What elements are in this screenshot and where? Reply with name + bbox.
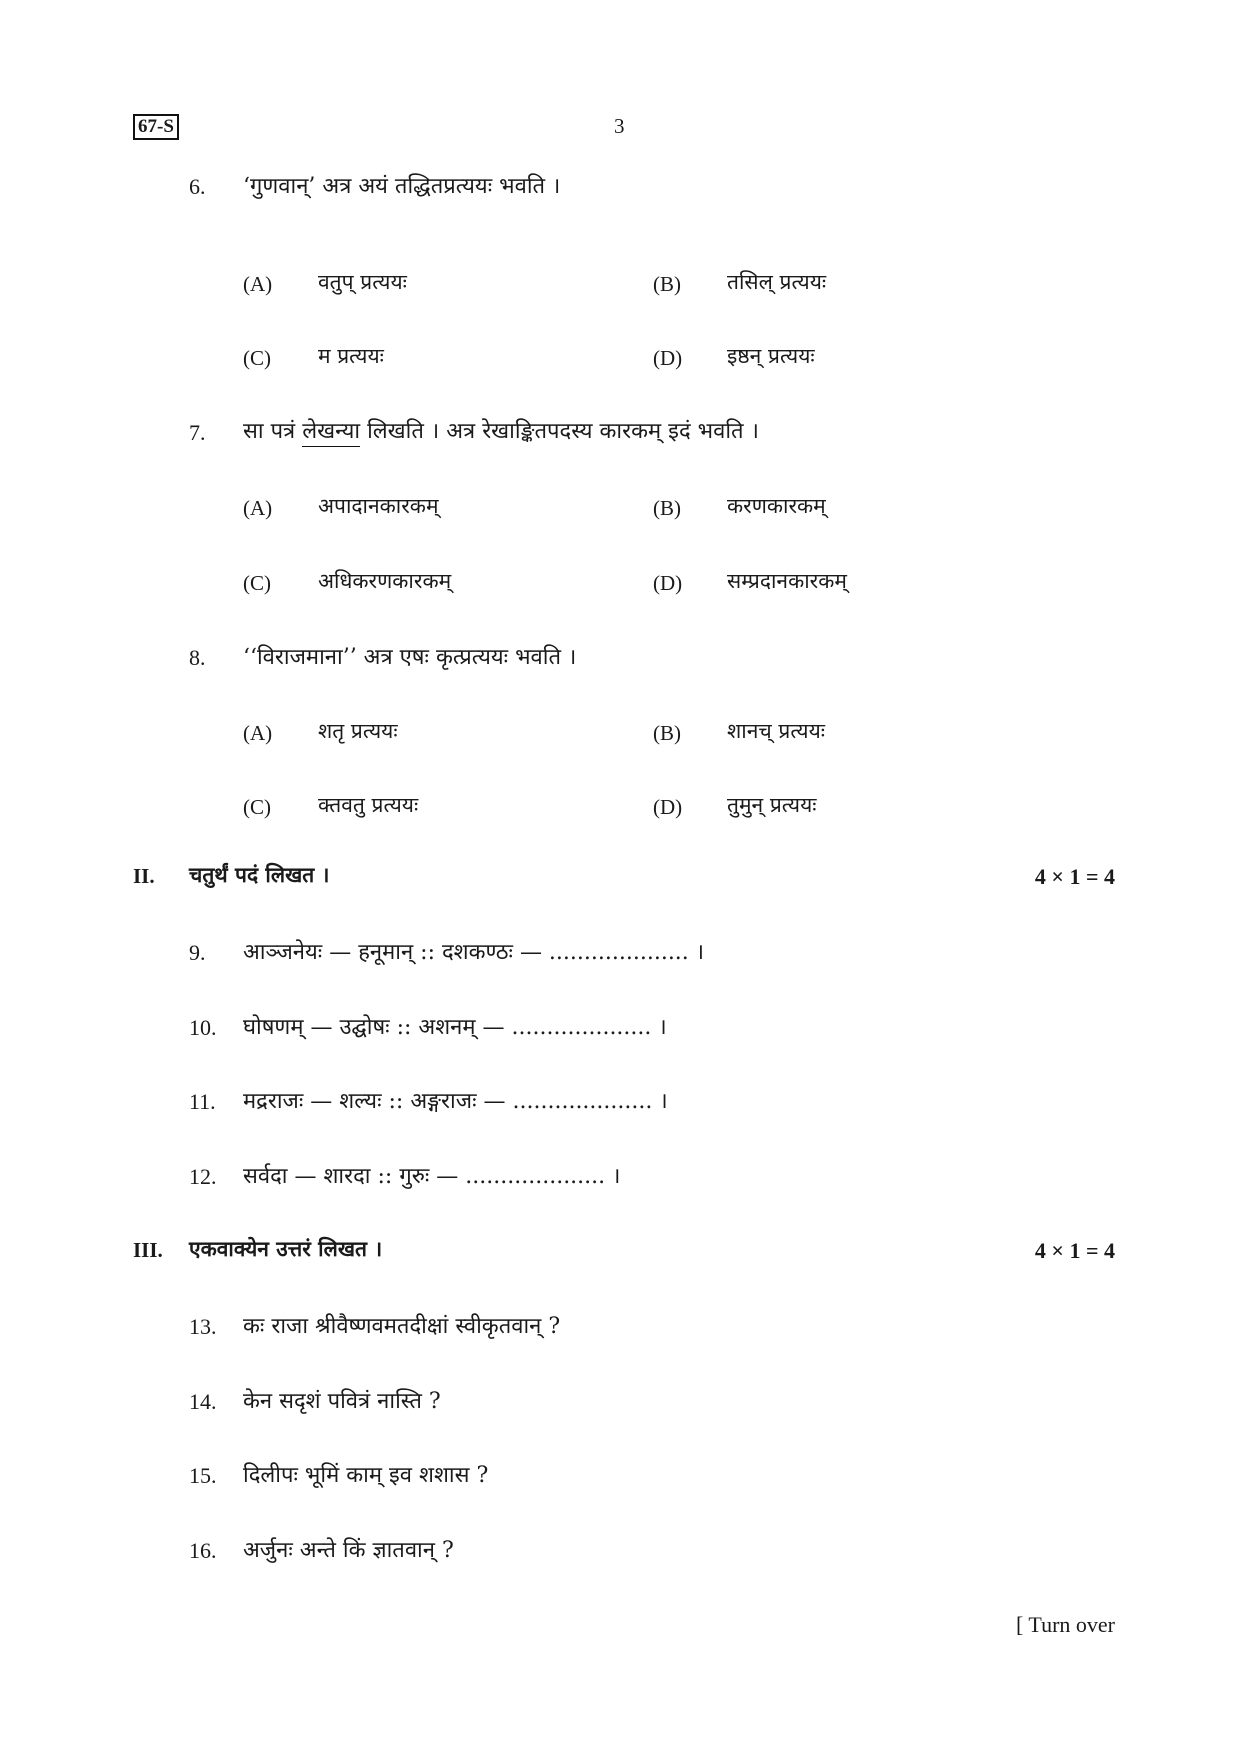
question-13-text: कः राजा श्रीवैष्णवमतदीक्षां स्वीकृतवान् ? [243, 1314, 561, 1339]
question-8-number: 8. [189, 645, 206, 670]
question-11-number: 11. [189, 1089, 216, 1114]
question-10-text: घोषणम् — उद्घोषः :: अशनम् — .................... । [243, 1015, 667, 1040]
question-10-number: 10. [189, 1015, 217, 1040]
question-8-text: ‘‘विराजमाना’’ अत्र एषः कृत्प्रत्ययः भवति । [243, 645, 577, 670]
q6-option-c-label: (C) [243, 346, 271, 370]
question-9-number: 9. [189, 940, 206, 965]
question-7-text [243, 415, 759, 445]
q7-option-b-text: करणकारकम् [727, 494, 826, 518]
q7-option-d-label: (D) [653, 571, 683, 595]
turn-over-note: [ Turn over [1015, 1612, 1115, 1637]
question-14-number: 14. [189, 1389, 217, 1414]
section-2-number: II. [133, 864, 155, 888]
question-6-number: 6. [189, 174, 206, 199]
question-13-number: 13. [189, 1314, 217, 1339]
question-7-number: 7. [189, 420, 206, 445]
question-15-number: 15. [189, 1463, 217, 1488]
q8-option-b-label: (B) [653, 721, 681, 745]
q8-option-a-text: शतृ प्रत्ययः [318, 719, 398, 743]
q6-option-a-label: (A) [243, 272, 273, 296]
section-3-number: III. [133, 1238, 163, 1262]
section-2-title: चतुर्थं पदं लिखत । [189, 862, 330, 887]
paper-code: 67-S [133, 114, 179, 140]
question-11-text: मद्रराजः — शल्यः :: अङ्गराजः — .................... । [243, 1089, 668, 1114]
section-3-title: एकवाक्येन उत्तरं लिखत । [189, 1236, 383, 1261]
question-15-text: दिलीपः भूमिं काम् इव शशास ? [243, 1463, 489, 1488]
q7-option-a-text: अपादानकारकम् [318, 494, 439, 518]
q8-option-c-label: (C) [243, 795, 271, 819]
q8-option-d-text: तुमुन् प्रत्ययः [727, 793, 817, 817]
question-6-text: ‘गुणवान्’ अत्र अयं तद्धितप्रत्ययः भवति । [243, 174, 561, 199]
q6-option-b-text: तसिल् प्रत्ययः [727, 270, 827, 294]
q8-option-b-text: शानच् प्रत्ययः [727, 719, 826, 743]
question-16-number: 16. [189, 1538, 217, 1563]
q8-option-c-text: क्तवतु प्रत्ययः [318, 793, 419, 817]
q6-option-c-text: म प्रत्ययः [318, 344, 384, 368]
question-7-text-after: लिखति । अत्र रेखाङ्कितपदस्य कारकम् इदं भवति । [360, 419, 759, 444]
question-9-text: आञ्जनेयः — हनूमान् :: दशकण्ठः — .................... । [243, 940, 705, 965]
question-16-text: अर्जुनः अन्ते किं ज्ञातवान् ? [243, 1538, 454, 1563]
q7-option-c-text: अधिकरणकारकम् [318, 569, 452, 593]
q7-option-c-label: (C) [243, 571, 271, 595]
page-number: 3 [614, 114, 625, 138]
q8-option-d-label: (D) [653, 795, 683, 819]
q8-option-a-label: (A) [243, 721, 273, 745]
question-7-text-before: सा पत्रं [243, 419, 303, 444]
q7-option-a-label: (A) [243, 496, 273, 520]
q6-option-d-text: इष्ठन् प्रत्ययः [727, 344, 815, 368]
q6-option-d-label: (D) [653, 346, 683, 370]
question-12-text: सर्वदा — शारदा :: गुरुः — .................... । [243, 1164, 621, 1189]
question-12-number: 12. [189, 1164, 217, 1189]
question-14-text: केन सदृशं पवित्रं नास्ति ? [243, 1389, 441, 1414]
q6-option-b-label: (B) [653, 272, 681, 296]
q6-option-a-text: वतुप् प्रत्ययः [318, 270, 407, 294]
section-2-marks: 4 × 1 = 4 [1034, 864, 1115, 889]
q7-option-d-text: सम्प्रदानकारकम् [727, 569, 847, 593]
question-7-underlined-word: लेखन्या [302, 419, 360, 447]
section-3-marks: 4 × 1 = 4 [1034, 1238, 1115, 1263]
q7-option-b-label: (B) [653, 496, 681, 520]
